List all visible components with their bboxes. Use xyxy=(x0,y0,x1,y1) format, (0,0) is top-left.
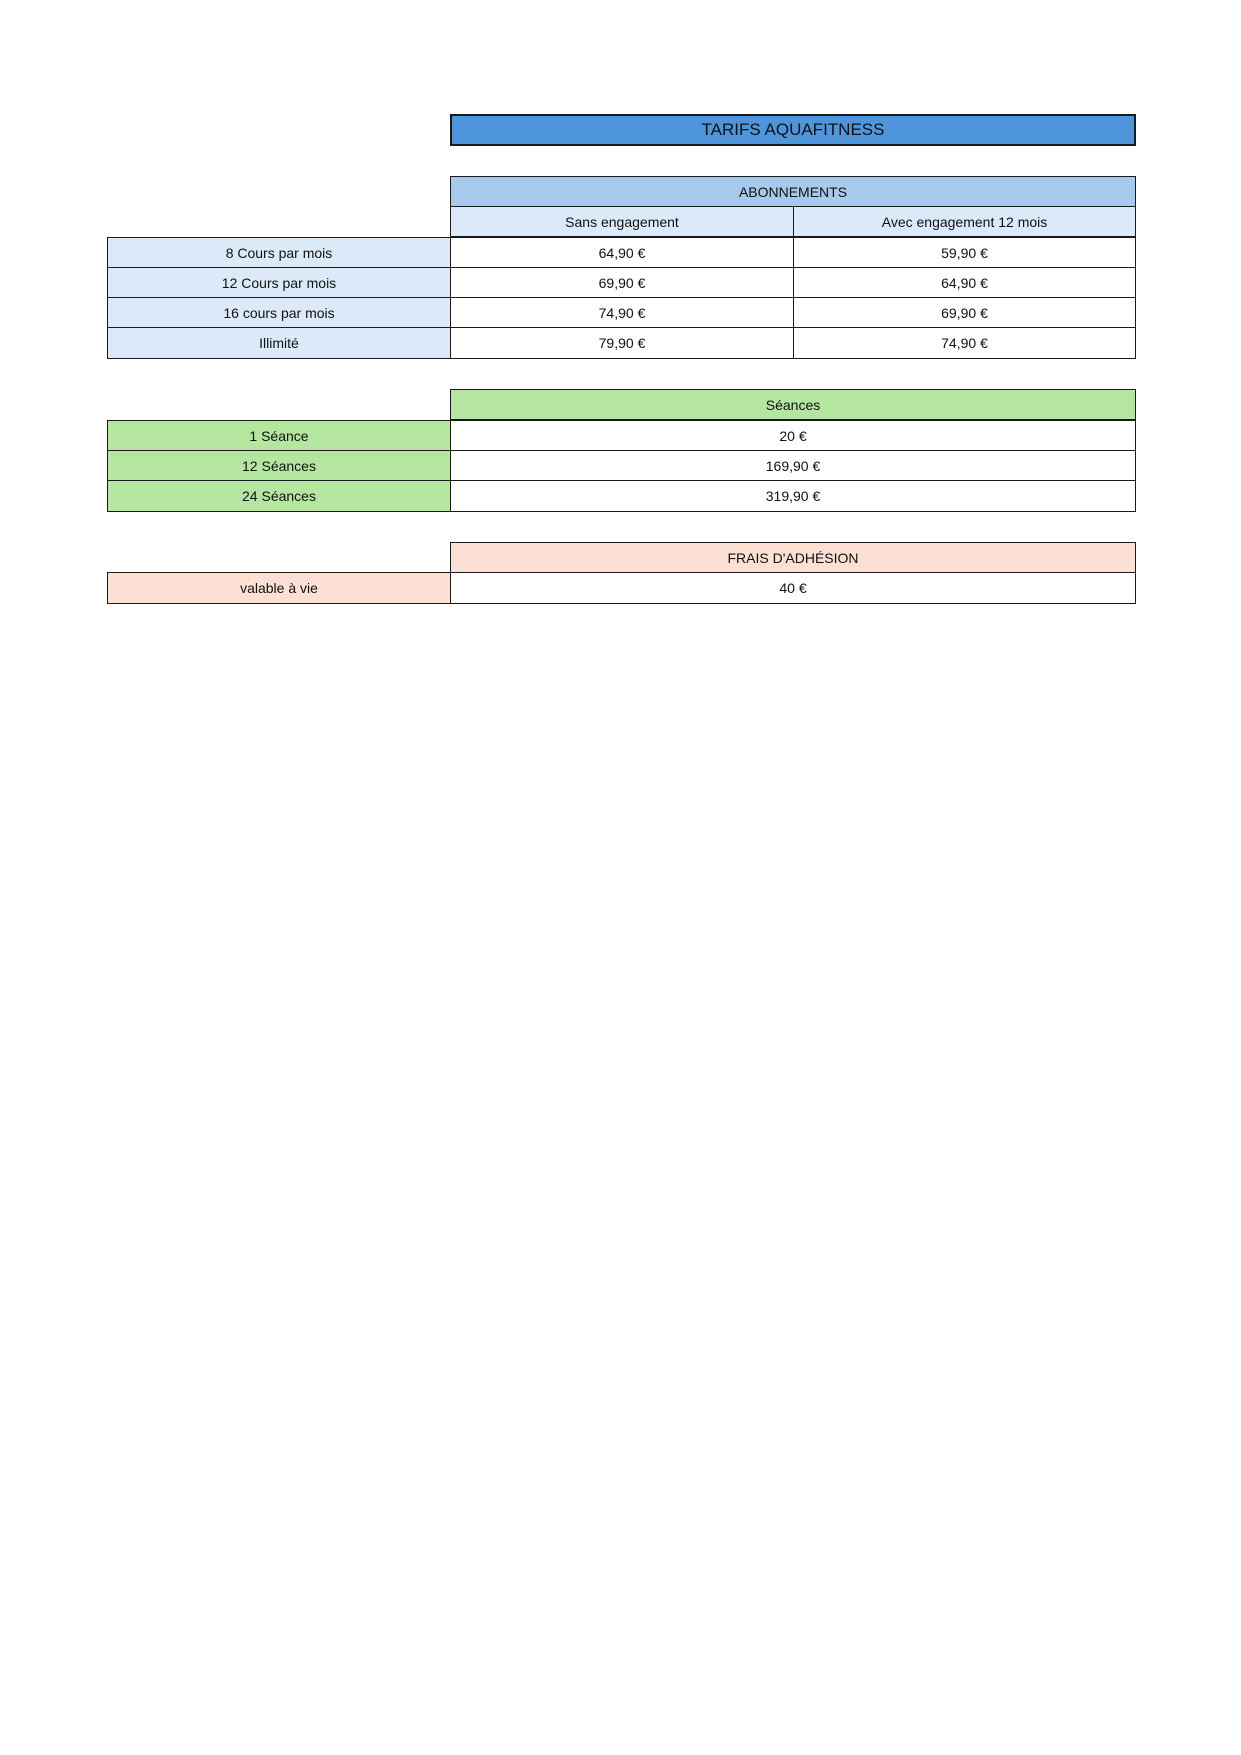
seance-row-label: 12 Séances xyxy=(107,450,451,481)
abonnement-price-avec-engagement: 59,90 € xyxy=(793,237,1136,268)
abonnement-row-label: Illimité xyxy=(107,327,451,359)
abonnement-price-sans-engagement: 74,90 € xyxy=(450,297,794,328)
seances-header: Séances xyxy=(450,389,1136,420)
frais-header: FRAIS D'ADHÉSION xyxy=(450,542,1136,573)
seance-row-label: 24 Séances xyxy=(107,480,451,512)
frais-row-label: valable à vie xyxy=(107,572,451,604)
seance-price: 319,90 € xyxy=(450,480,1136,512)
abonnement-row-label: 8 Cours par mois xyxy=(107,237,451,268)
abonnement-price-avec-engagement: 69,90 € xyxy=(793,297,1136,328)
abonnement-price-avec-engagement: 64,90 € xyxy=(793,267,1136,298)
column-header-avec-engagement: Avec engagement 12 mois xyxy=(793,206,1136,237)
seance-row-label: 1 Séance xyxy=(107,420,451,451)
column-header-sans-engagement: Sans engagement xyxy=(450,206,794,237)
abonnements-header: ABONNEMENTS xyxy=(450,176,1136,207)
abonnement-row-label: 12 Cours par mois xyxy=(107,267,451,298)
abonnement-price-sans-engagement: 69,90 € xyxy=(450,267,794,298)
seance-price: 169,90 € xyxy=(450,450,1136,481)
frais-price: 40 € xyxy=(450,572,1136,604)
abonnement-row-label: 16 cours par mois xyxy=(107,297,451,328)
abonnement-price-sans-engagement: 79,90 € xyxy=(450,327,794,359)
page-title: TARIFS AQUAFITNESS xyxy=(450,114,1136,146)
abonnement-price-avec-engagement: 74,90 € xyxy=(793,327,1136,359)
seance-price: 20 € xyxy=(450,420,1136,451)
abonnement-price-sans-engagement: 64,90 € xyxy=(450,237,794,268)
